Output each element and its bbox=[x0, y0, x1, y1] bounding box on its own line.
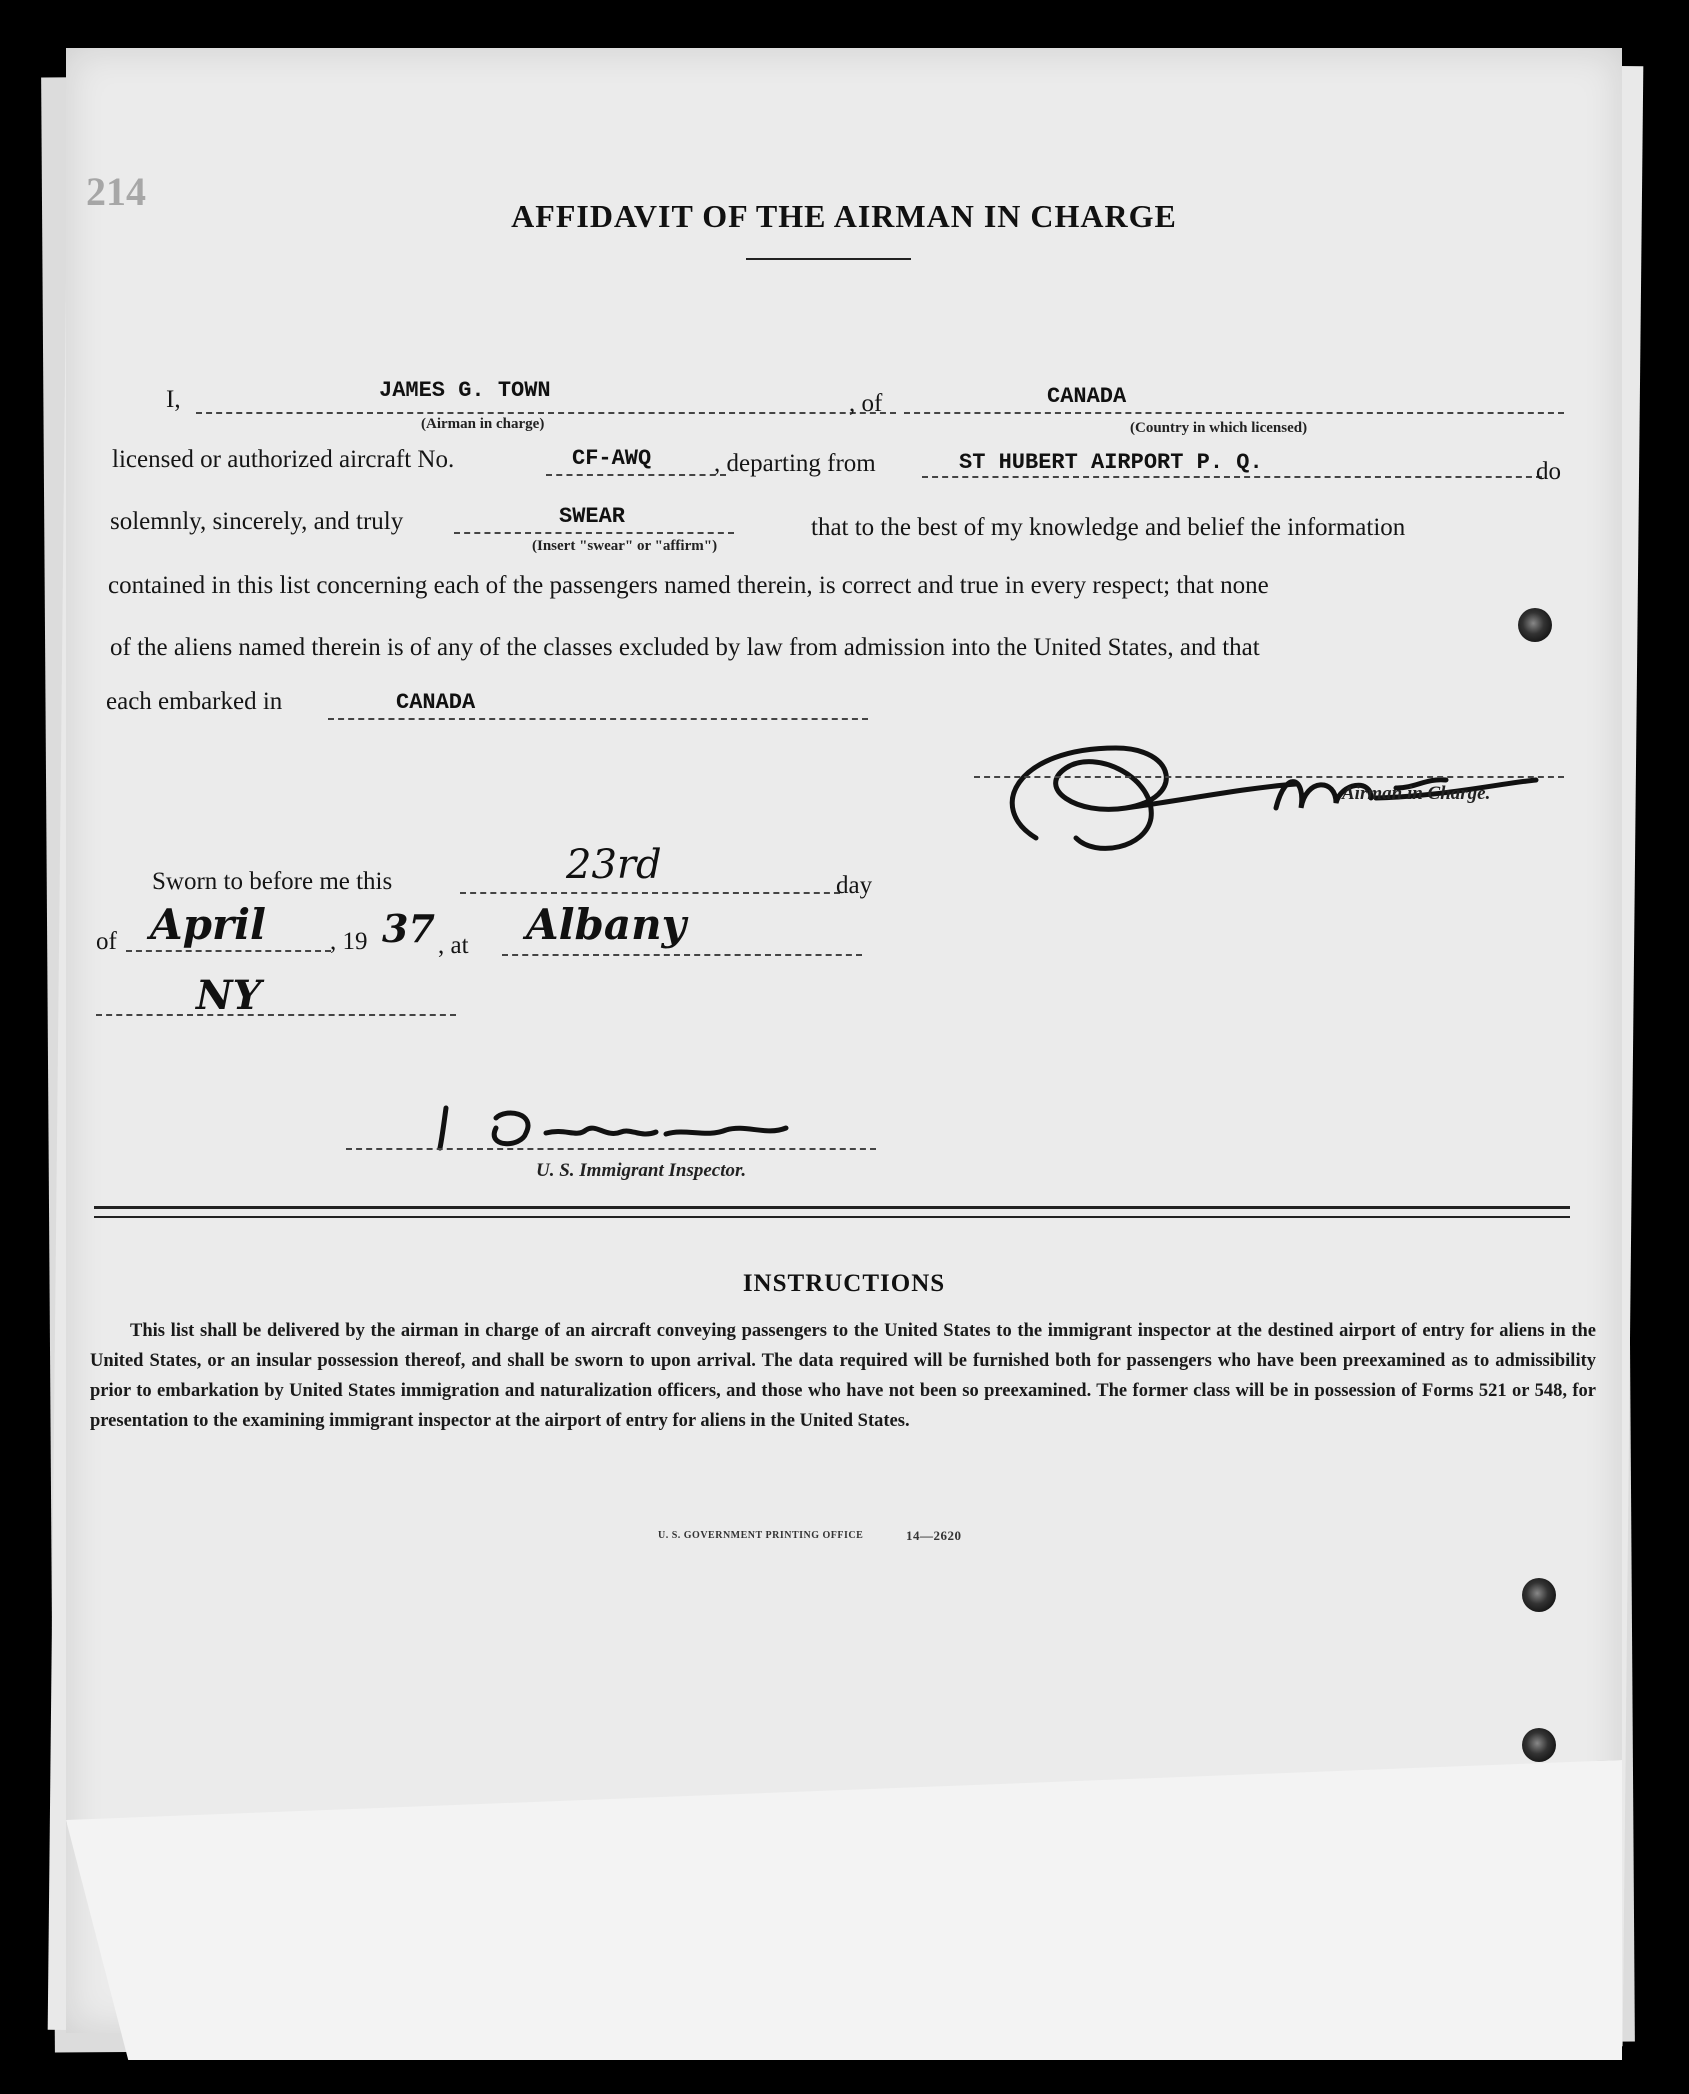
line2-prefix: licensed or authorized aircraft No. bbox=[112, 446, 455, 473]
corner-mark: 214 bbox=[86, 169, 146, 214]
sworn-day-handwritten: 23rd bbox=[566, 842, 662, 888]
line6-prefix: each embarked in bbox=[106, 688, 283, 715]
line1-prefix: I, bbox=[166, 386, 181, 413]
sworn-day-line bbox=[460, 892, 840, 894]
section-divider bbox=[94, 1216, 1570, 1218]
place-handwritten: Albany bbox=[526, 900, 687, 949]
aircraft-number: CF-AWQ bbox=[572, 446, 652, 471]
oath-caption: (Insert "swear" or "affirm") bbox=[532, 538, 718, 554]
airman-caption: (Airman in charge) bbox=[421, 416, 545, 432]
sworn-prefix: Sworn to before me this bbox=[152, 868, 393, 895]
airman-signature bbox=[976, 688, 1596, 868]
page-title: AFFIDAVIT OF THE AIRMAN IN CHARGE bbox=[511, 198, 1177, 234]
place-line2-handwritten: NY bbox=[196, 972, 262, 1019]
inspector-label: U. S. Immigrant Inspector. bbox=[536, 1160, 747, 1181]
departing-line bbox=[922, 476, 1542, 478]
printer-note: U. S. GOVERNMENT PRINTING OFFICE bbox=[658, 1530, 864, 1541]
title-underline bbox=[746, 258, 911, 260]
binder-hole bbox=[1518, 608, 1552, 642]
airman-signature-line bbox=[974, 776, 1564, 778]
day-label: day bbox=[836, 872, 873, 899]
instructions-title: INSTRUCTIONS bbox=[742, 1270, 946, 1297]
departing-label: , departing from bbox=[714, 450, 876, 477]
embarked-line bbox=[328, 718, 868, 720]
place-line bbox=[502, 954, 862, 956]
body-line4: contained in this list concerning each of the passengers named therein, is correct and true in every respect; that none bbox=[108, 572, 1269, 599]
month-line bbox=[126, 950, 331, 952]
binder-hole bbox=[1522, 1728, 1556, 1762]
airman-name-line bbox=[196, 412, 896, 414]
place-line2 bbox=[96, 1014, 456, 1016]
affidavit-page bbox=[66, 48, 1622, 2033]
country-value: CANADA bbox=[1047, 384, 1127, 409]
line3-suffix: that to the best of my knowledge and belief the information bbox=[811, 514, 1406, 541]
airman-name: JAMES G. TOWN bbox=[379, 378, 551, 403]
oath-line bbox=[454, 532, 734, 534]
country-caption: (Country in which licensed) bbox=[1130, 420, 1308, 436]
instructions-body: This list shall be delivered by the airman in charge of an aircraft conveying passengers to the United States to the immigrant inspector at the destined airport of entry for aliens in the United States, or an insular possession thereof, and shall be sworn to upon arrival. The data required will be furnished both for passengers who have been preexamined as to admissibility prior to embarkation by United States immigration and naturalization officers, and those who have not been so preexamined. The former class will be in possession of Forms 521 or 548, for presentation to the examining immigrant inspector at the airport of entry for aliens in the United States. bbox=[90, 1321, 1596, 1431]
section-divider bbox=[94, 1206, 1570, 1209]
form-code: 14—2620 bbox=[906, 1528, 962, 1543]
year-handwritten: 37 bbox=[382, 906, 435, 951]
embarked-in: CANADA bbox=[396, 690, 476, 715]
inspector-signature-line bbox=[346, 1148, 876, 1150]
of-label: , of bbox=[849, 390, 883, 417]
line2-suffix: do bbox=[1536, 458, 1561, 485]
month-handwritten: April bbox=[150, 900, 266, 949]
body-line5: of the aliens named therein is of any of the classes excluded by law from admission into the United States, and that bbox=[110, 634, 1260, 661]
line3-prefix: solemnly, sincerely, and truly bbox=[110, 508, 404, 535]
of-month-label: of bbox=[96, 928, 117, 955]
aircraft-no-line bbox=[546, 474, 726, 476]
country-line bbox=[904, 412, 1564, 414]
airman-signature-label: Airman in Charge. bbox=[1342, 783, 1491, 804]
year-prefix: , 19 bbox=[330, 928, 368, 955]
departing-from: ST HUBERT AIRPORT P. Q. bbox=[959, 450, 1263, 475]
binder-hole bbox=[1522, 1578, 1556, 1612]
oath-value: SWEAR bbox=[559, 504, 626, 529]
at-label: , at bbox=[438, 932, 469, 959]
